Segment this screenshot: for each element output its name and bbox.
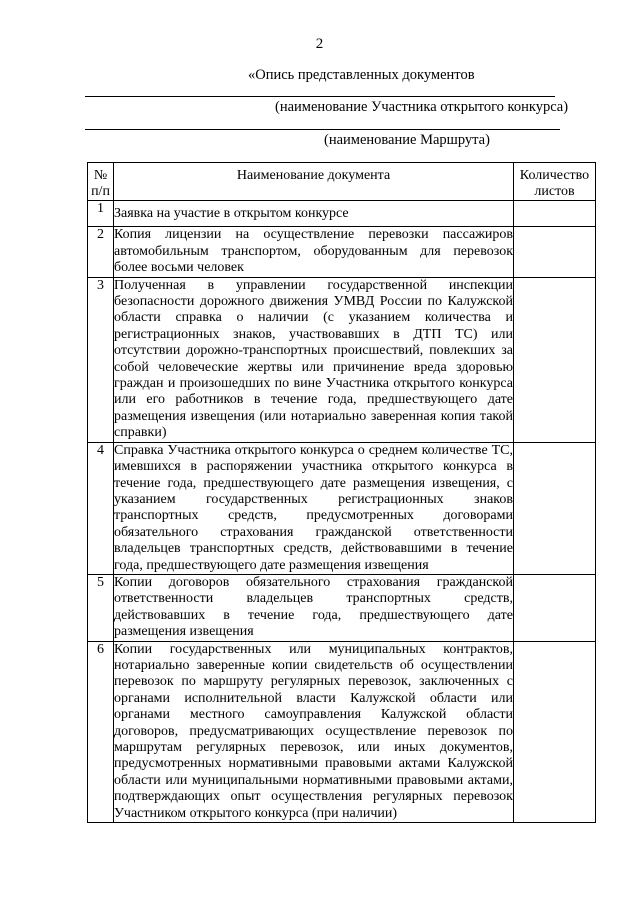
- header-num: № п/п: [88, 163, 114, 201]
- row-num: 2: [88, 227, 114, 277]
- row-document-name: Заявка на участие в открытом конкурсе: [114, 201, 514, 227]
- participant-caption: (наименование Участника открытого конкурса): [275, 99, 569, 115]
- row-document-name: Полученная в управлении государственной инспекции безопасности дорожного движения УМВД России по Калужской области справка о наличии (с указанием количества и регистрационных знаков, участвовавших в ДТП ТС) или отсутствии дорожно-транспортных происшествий, повлекших за собой человеческие жертвы или причинение вреда здоровью граждан и произошедших по вине Участника открытого конкурса или его работников в течение года, предшествующего дате размещения извещения (или нотариально заверенная копия такой справки): [114, 277, 513, 441]
- route-caption: (наименование Маршрута): [324, 132, 490, 148]
- row-document-name: Копия лицензии на осуществление перевозки пассажиров автомобильным транспортом, оборудованным для перевозок более восьми человек: [114, 227, 513, 276]
- row-sheet-count: [514, 227, 596, 277]
- table-header-row: [88, 163, 596, 201]
- table-row: [88, 442, 596, 574]
- documents-inventory-table: [87, 162, 596, 823]
- document-title: «Опись представленных документов: [248, 67, 475, 83]
- row-sheet-count: [514, 277, 596, 442]
- header-document-name: Наименование документа: [114, 163, 514, 201]
- row-document-name: Копии договоров обязательного страхования гражданской ответственности владельцев транспортных средств, действовавших в течение года, предшествующего дате размещения извещения: [114, 574, 513, 640]
- table-row: [88, 574, 596, 641]
- table-row: [88, 227, 596, 277]
- participant-blank-line: [85, 96, 555, 97]
- header-sheet-count: Количество листов: [514, 163, 596, 201]
- route-blank-line: [85, 129, 560, 130]
- row-sheet-count: [514, 641, 596, 822]
- row-document-name: Справка Участника открытого конкурса о среднем количестве ТС, имевшихся в распоряжении участника открытого конкурса в течение года, предшествующего дате размещения извещения, с указанием государственных регистрационных знаков транспортных средств, предусмотренных договорами обязательного страхования гражданской ответственности владельцев транспортных средств, действовавшими в течение года, предшествующего дате размещения извещения: [114, 442, 513, 573]
- table-row: [88, 201, 596, 227]
- row-sheet-count: [514, 201, 596, 227]
- row-num: 3: [88, 277, 114, 442]
- row-document-name: Копии государственных или муниципальных контрактов, нотариально заверенные копии свидетельств об осуществлении перевозок по маршруту регулярных перевозок, заключенных с органами исполнительной власти Калужской области или органами местного самоуправления Калужской области договоров, предусматривающих осуществление перевозок по маршрутам регулярных перевозок, или иных документов, предусмотренных нормативными правовыми актами Калужской области или муниципальными нормативными правовыми актами, подтверждающих опыт осуществления регулярных перевозок Участником открытого конкурса (при наличии): [114, 641, 513, 821]
- row-num: 6: [88, 641, 114, 822]
- row-sheet-count: [514, 574, 596, 641]
- row-num: 4: [88, 442, 114, 574]
- table-row: [88, 277, 596, 442]
- row-sheet-count: [514, 442, 596, 574]
- row-num: 1: [88, 201, 114, 227]
- row-num: 5: [88, 574, 114, 641]
- table-row: [88, 641, 596, 822]
- page-number: 2: [315, 36, 324, 52]
